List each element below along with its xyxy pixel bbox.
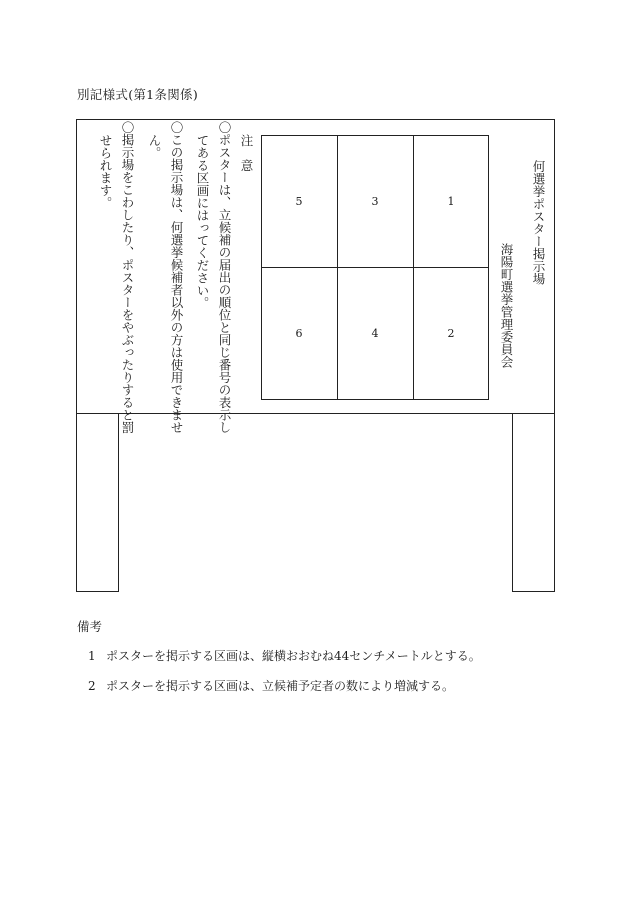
remarks-title: 備考 — [77, 619, 103, 634]
right-leg-bottom — [512, 591, 555, 592]
board-bottom-edge — [76, 413, 555, 414]
notice-line: 〇ポスターは、立候補の届出の順位と同じ番号の表示し — [217, 121, 232, 434]
left-leg-inner — [118, 413, 119, 592]
remark-text: ポスターを掲示する区画は、立候補予定者の数により増減する。 — [106, 679, 455, 693]
remark-number: 2 — [88, 679, 96, 693]
board-right-edge — [554, 119, 555, 592]
notice-title: 注 意 — [239, 134, 254, 172]
poster-slot-6: 6 — [295, 326, 303, 340]
board-heading: 何選挙ポスター掲示場 — [531, 160, 546, 285]
grid-line — [261, 399, 489, 400]
poster-slot-3: 3 — [371, 194, 379, 208]
poster-slot-1: 1 — [447, 194, 455, 208]
left-leg-bottom — [76, 591, 119, 592]
remark-number: 1 — [88, 649, 96, 663]
board-issuer: 海陽町選挙管理委員会 — [499, 243, 514, 368]
document-title: 別記様式(第1条関係) — [77, 87, 199, 102]
board-top-edge — [76, 119, 555, 120]
right-leg-inner — [512, 413, 513, 592]
remark-item — [88, 677, 454, 694]
board-left-edge — [76, 119, 77, 592]
notice-line: 〇掲示場をこわしたり、ポスターをやぶったりすると罰 — [120, 121, 135, 434]
notice-line: せられます。 — [98, 134, 113, 209]
notice-line: 〇この掲示場は、何選挙候補者以外の方は使用できませ — [169, 121, 184, 434]
poster-slot-4: 4 — [371, 326, 379, 340]
notice-line: ん。 — [147, 134, 162, 159]
notice-line: てある区画にはってください。 — [195, 134, 210, 309]
remark-item — [88, 647, 481, 664]
poster-slot-5: 5 — [295, 194, 303, 208]
poster-slot-2: 2 — [447, 326, 455, 340]
remark-text: ポスターを掲示する区画は、縦横おおむね44センチメートルとする。 — [106, 649, 481, 663]
